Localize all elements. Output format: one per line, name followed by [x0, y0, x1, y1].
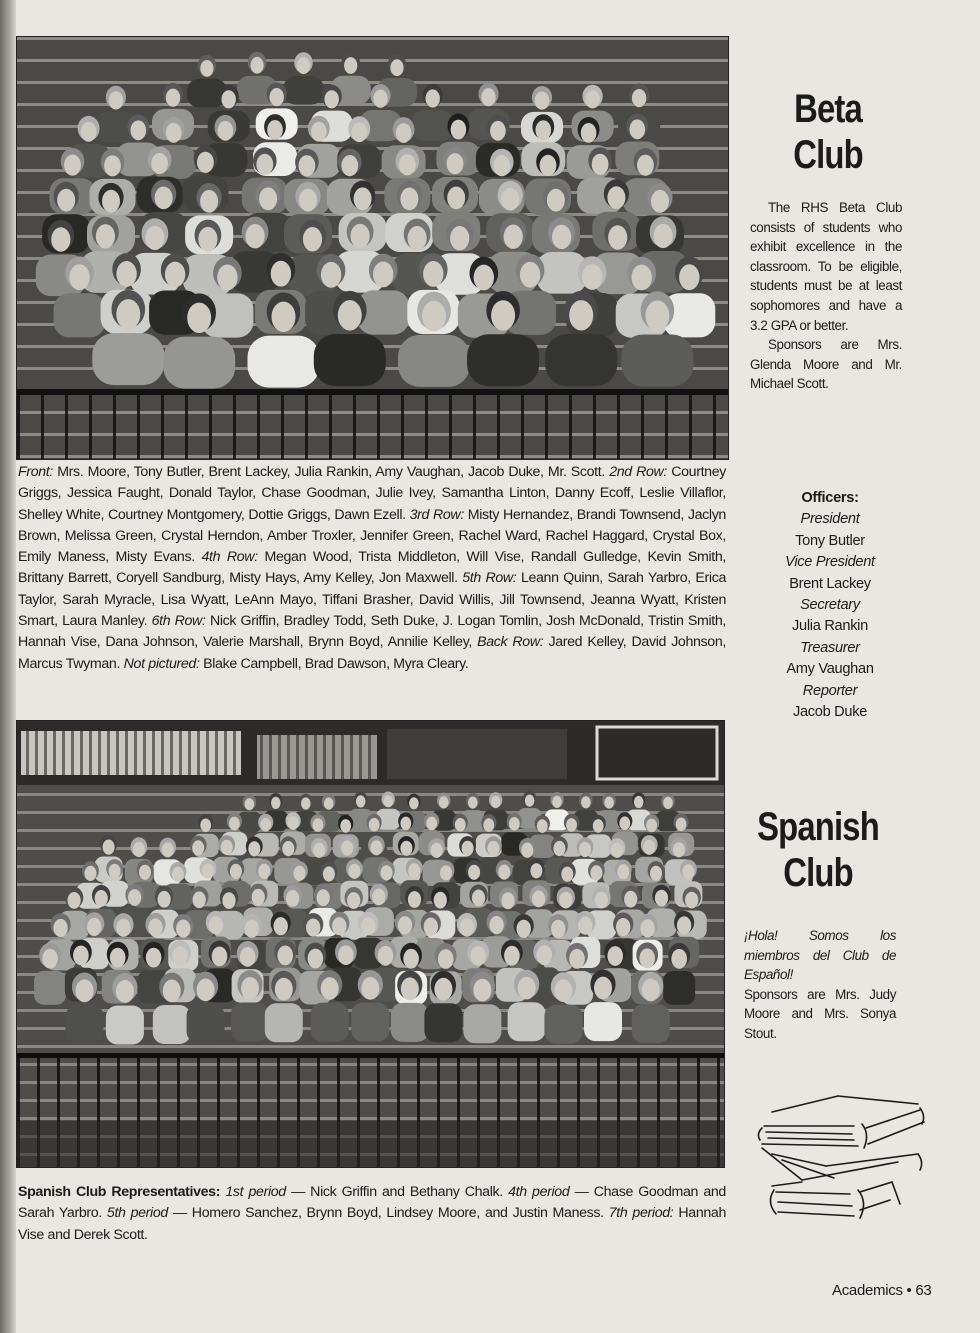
- caption-period-names: Hannah Vise and Derek Scott.: [18, 1205, 726, 1243]
- caption-row-names: Nick Griffin, Bradley Todd, Seth Duke, J. Logan Tomlin, Josh McDonald, Tristin Smith, Hannah Vise, Dana Johnson, Valerie Marshall, Brynn Boyd, Annilie Kelley,: [18, 613, 726, 651]
- spanish-club-group-photo: [16, 720, 725, 1168]
- caption-row-label: Front:: [18, 464, 53, 480]
- caption-row-names: Mrs. Moore, Tony Butler, Brent Lackey, Julia Rankin, Amy Vaughan, Jacob Duke, Mr. Scott.: [52, 464, 610, 480]
- caption-row-names: Courtney Griggs, Jessica Faught, Donald Taylor, Chase Goodman, Julie Ivey, Samantha Linton, Danny Ecoff, Leslie Villaflor, Shelley White, Courtney Montgomery, Dottie Griggs, Dawn Ezell.: [18, 464, 727, 523]
- officer-entry: [756, 595, 904, 638]
- page-footer: [832, 1282, 931, 1299]
- officer-name: Amy Vaughan: [786, 661, 874, 678]
- caption-period-names: — Homero Sanchez, Brynn Boyd, Lindsey Moore, and Justin Maness.: [167, 1205, 609, 1222]
- caption-period: 4th period: [508, 1184, 570, 1200]
- caption-period-names: — Chase Goodman and Sarah Yarbro.: [18, 1184, 726, 1222]
- officer-entry: [756, 509, 904, 552]
- page-number: 63: [915, 1282, 932, 1299]
- caption-row-names: Misty Hernandez, Brandi Townsend, Jaclyn Brown, Melissa Green, Crystal Herndon, Amber Troxler, Jennifer Green, Rachel Ward, Rachel Haggard, Crystal Box, Emily Maness, Misty Evans.: [18, 506, 726, 566]
- caption-row-names: Megan Wood, Trista Middleton, Will Vise, Randall Gulledge, Kevin Smith, Brittany Barrett, Coryell Sandburg, Misty Hays, Amy Kelley, Jon Maxwell.: [18, 549, 726, 587]
- spanish-title-line1: Spanish: [757, 805, 879, 849]
- caption-row-names: Leann Quinn, Sarah Yarbro, Erica Taylor, Sarah Myracle, Lisa Wyatt, LeAnn Mayo, Tiffani Brasher, David Willis, Jill Townsend, Jeanna Wyatt, Kristen Smart, Laura Manley.: [18, 570, 726, 630]
- officer-entry: [756, 552, 904, 595]
- beta-title-line1: Beta: [794, 87, 862, 131]
- beta-title-line2: Club: [793, 133, 863, 177]
- beta-club-group-photo: [16, 36, 729, 460]
- caption-period: 5th period: [106, 1205, 168, 1222]
- caption-row-label: 5th Row:: [462, 570, 517, 587]
- beta-description-paragraph: The RHS Beta Club consists of students who exhibit excellence in the classroom. To be eligible, students must be at least sophomores and have a 3.2 GPA or better.: [750, 200, 902, 333]
- caption-row-label: Back Row:: [477, 634, 544, 651]
- officer-entry: [756, 638, 904, 681]
- officer-name: Jacob Duke: [792, 704, 868, 721]
- spanish-greeting: ¡Hola! Somos los miembros del Club de Español!: [744, 928, 896, 983]
- caption-row-label: Not pictured:: [123, 655, 200, 672]
- spanish-club-caption: [18, 1182, 726, 1246]
- caption-period: 7th period:: [608, 1205, 674, 1222]
- caption-row-label: 3rd Row:: [409, 506, 464, 523]
- caption-row-label: 2nd Row:: [609, 464, 667, 480]
- officer-role: Secretary: [800, 597, 860, 614]
- beta-club-title: [762, 86, 893, 178]
- spanish-caption-label: Spanish Club Representatives:: [18, 1184, 226, 1200]
- officer-name: Brent Lackey: [789, 575, 871, 592]
- officer-role: Treasurer: [800, 639, 860, 656]
- spanish-club-description: [744, 926, 896, 1044]
- caption-row-names: Jared Kelley, David Johnson, Marcus Twyman.: [18, 634, 726, 672]
- caption-row-label: 4th Row:: [201, 549, 258, 566]
- officer-name: Tony Butler: [795, 532, 865, 549]
- beta-club-description: [750, 198, 902, 394]
- stacked-books-icon: [742, 1082, 928, 1242]
- caption-period-names: — Nick Griffin and Bethany Chalk.: [285, 1184, 509, 1200]
- officer-role: Reporter: [802, 682, 858, 699]
- officers-heading: Officers:: [801, 490, 859, 506]
- spanish-club-title: [744, 804, 892, 896]
- page-binding-shadow: [0, 0, 16, 1333]
- officer-name: Julia Rankin: [792, 618, 868, 635]
- caption-row-label: 6th Row:: [151, 613, 206, 630]
- caption-row-names: Blake Campbell, Brad Dawson, Myra Cleary.: [199, 655, 469, 672]
- officer-role: Vice President: [785, 554, 875, 571]
- beta-club-caption: [18, 462, 726, 675]
- spanish-title-line2: Club: [783, 851, 853, 895]
- footer-section: Academics: [832, 1282, 903, 1299]
- spanish-sponsors: Sponsors are Mrs. Judy Moore and Mrs. Sonya Stout.: [744, 986, 896, 1041]
- officer-role: President: [800, 511, 860, 528]
- beta-sponsors-paragraph: Sponsors are Mrs. Glenda Moore and Mr. Michael Scott.: [750, 337, 902, 392]
- officers-list: [756, 488, 904, 723]
- footer-separator: •: [906, 1282, 912, 1299]
- officer-entry: [756, 681, 904, 724]
- caption-period: 1st period: [225, 1184, 286, 1200]
